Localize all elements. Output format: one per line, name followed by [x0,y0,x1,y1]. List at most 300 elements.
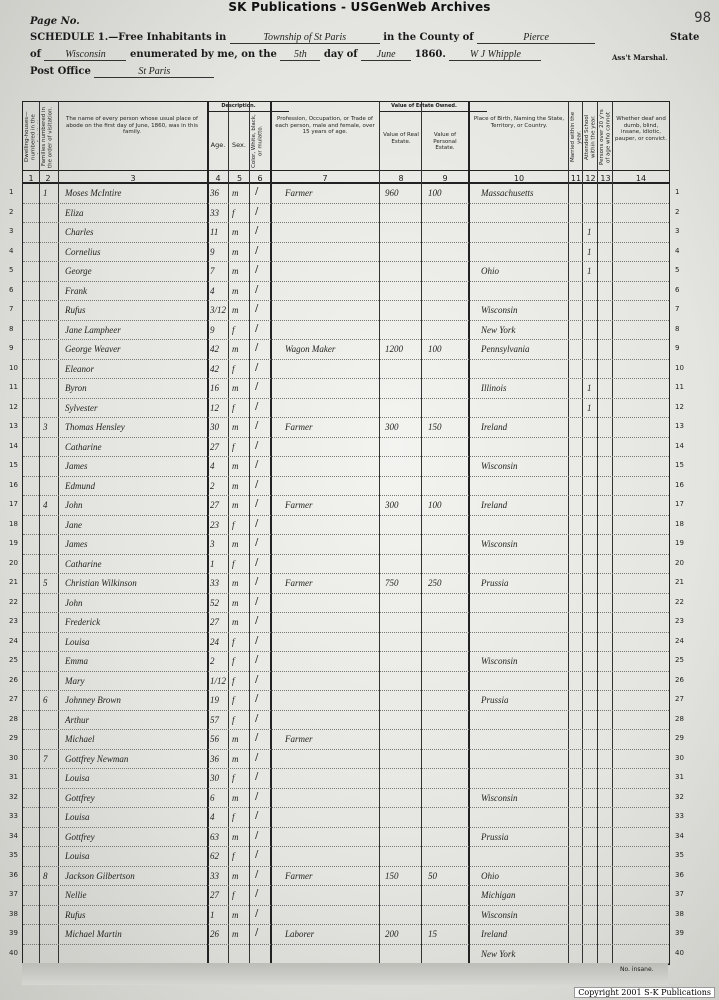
sex-cell: f [232,890,235,900]
column-rule [468,102,470,964]
col-age-header: Age. [210,142,226,149]
age-cell: 56 [210,734,219,744]
color-tick-mark: / [255,693,259,704]
sex-cell: f [232,773,235,783]
year-label: 1860. [414,49,446,60]
age-cell: 1/12 [210,675,227,686]
col-color-header: Color, White, black, or mulatto. [251,114,264,168]
color-tick-mark: / [255,888,259,899]
color-tick-mark: / [255,498,259,509]
row-rule [23,632,669,633]
group-estate-header: Value of Estate Owned. [391,103,457,109]
column-rule [58,102,59,964]
row-rule [23,612,669,613]
row-number-right: 34 [675,831,684,840]
row-number-right: 18 [675,519,684,528]
age-cell: 3 [210,539,215,549]
row-number-left: 11 [9,383,18,391]
birthplace-cell: Prussia [481,578,509,588]
occupation-cell: Farmer [285,734,313,744]
birthplace-cell: Wisconsin [481,539,518,549]
name-cell: Catharine [65,558,102,569]
col-number: 11 [570,174,582,183]
sex-cell: m [232,305,239,315]
row-number-right: 21 [675,578,684,586]
sex-cell: m [232,422,239,432]
row-number-right: 23 [675,617,684,625]
real-estate-cell: 1200 [385,344,403,354]
row-rule [23,476,669,477]
row-number-left: 17 [9,500,18,508]
row-number-left: 23 [9,617,18,625]
row-number-left: 4 [9,246,14,255]
family-number-cell: 6 [43,695,48,705]
sex-cell: f [232,675,235,686]
color-tick-mark: / [255,186,259,197]
color-tick-mark: / [255,342,259,353]
age-cell: 2 [210,480,215,491]
row-rule [23,378,669,379]
sex-cell: f [232,402,235,413]
age-cell: 36 [210,753,219,764]
personal-estate-cell: 150 [428,422,442,432]
sex-cell: f [232,714,235,725]
schedule-line [30,32,595,44]
row-number-left: 32 [9,792,18,801]
row-number-left: 39 [9,929,18,937]
name-cell: George Weaver [65,344,121,354]
real-estate-cell: 300 [385,422,399,432]
row-number-left: 28 [9,714,18,723]
color-tick-mark: / [255,283,259,295]
real-estate-cell: 300 [385,500,399,510]
row-number-right: 16 [675,480,684,489]
row-number-left: 29 [9,734,18,742]
sex-cell: f [232,656,235,666]
row-number-left: 6 [9,285,14,294]
color-tick-mark: / [255,459,259,470]
col-name-header: The name of every person whose usual place of abode on the first day of June, 1860, was in this family. [66,116,198,135]
row-rule [23,417,669,418]
post-office-line [30,66,214,78]
age-cell: 12 [210,402,219,413]
personal-estate-cell: 250 [428,578,442,588]
name-cell: Gottfrey [65,831,95,842]
age-cell: 4 [210,285,215,296]
col-number: 2 [45,174,51,183]
color-tick-mark: / [255,595,259,607]
occupation-cell: Farmer [285,578,313,588]
row-number-right: 19 [675,539,684,547]
row-number-left: 27 [9,695,18,703]
school-cell: 1 [587,266,592,276]
footer-note: No. insane. [620,966,654,973]
birthplace-cell: New York [481,324,516,335]
age-cell: 27 [210,617,219,627]
marshal-name-field: W J Whipple [449,49,541,61]
birthplace-cell: Ireland [481,929,508,939]
row-number-right: 36 [675,870,684,879]
sex-cell: f [232,695,235,705]
sex-cell: f [232,636,235,647]
name-cell: Byron [65,383,87,393]
color-tick-mark: / [255,790,259,802]
copyright-notice: Copyright 2001 S-K Publications [574,987,715,998]
color-tick-mark: / [255,244,259,256]
row-number-left: 35 [9,851,18,859]
age-cell: 42 [210,344,219,354]
row-number-right: 8 [675,324,680,333]
post-office-field: St Paris [94,66,214,78]
birthplace-cell: Wisconsin [481,305,518,315]
page-corner-number: 98 [694,10,711,26]
column-rule [568,102,569,964]
row-number-left: 1 [9,188,14,196]
row-number-right: 9 [675,344,680,352]
age-cell: 57 [210,714,219,725]
county-field: Pierce [477,32,595,44]
row-number-right: 39 [675,929,684,937]
birthplace-cell: Ireland [481,500,508,510]
birthplace-cell: New York [481,948,516,959]
state-label: State [670,32,700,43]
sex-cell: f [232,558,235,569]
sex-cell: f [232,324,235,335]
row-rule [23,359,669,360]
personal-estate-cell: 100 [428,500,442,510]
column-rule [582,102,583,964]
row-rule [23,846,669,847]
sex-cell: m [232,734,239,744]
birthplace-cell: Illinois [481,383,507,393]
sex-cell: m [232,246,239,257]
row-rule [23,495,669,496]
row-number-left: 33 [9,812,18,820]
sex-cell: m [232,578,239,588]
color-tick-mark: / [255,927,259,938]
sex-cell: f [232,441,235,452]
age-cell: 4 [210,461,215,471]
birthplace-cell: Wisconsin [481,909,518,920]
column-rule [612,102,613,964]
family-number-cell: 3 [43,422,48,432]
county-label: in the County of [383,32,474,43]
row-rule [23,651,669,652]
birthplace-cell: Wisconsin [481,461,518,471]
color-tick-mark: / [255,381,259,392]
name-cell: Sylvester [65,402,98,413]
name-cell: Arthur [65,714,90,725]
footer-totals-area [22,963,668,985]
row-number-left: 20 [9,558,18,567]
color-tick-mark: / [255,907,259,919]
family-number-cell: 1 [43,188,48,198]
row-number-left: 25 [9,656,18,664]
col-number: 3 [130,174,136,183]
name-cell: Louisa [65,851,90,861]
sex-cell: f [232,812,235,822]
age-cell: 3/12 [210,305,227,315]
row-number-right: 37 [675,890,684,898]
row-number-left: 34 [9,831,18,840]
name-cell: Jane Lampheer [65,324,121,335]
row-number-right: 11 [675,383,684,391]
age-cell: 30 [210,773,219,783]
occupation-cell: Laborer [285,929,315,939]
row-number-left: 7 [9,305,14,313]
name-cell: Louisa [65,636,90,647]
row-number-right: 30 [675,753,684,762]
color-tick-mark: / [255,810,259,821]
row-number-left: 10 [9,363,18,372]
personal-estate-cell: 100 [428,344,442,354]
birthplace-cell: Prussia [481,695,509,705]
row-number-left: 22 [9,597,18,606]
color-tick-mark: / [255,732,259,743]
age-cell: 27 [210,890,219,900]
occupation-cell: Farmer [285,422,313,432]
age-cell: 4 [210,812,215,822]
age-cell: 33 [210,207,219,218]
row-number-left: 18 [9,519,18,528]
personal-estate-cell: 15 [428,929,437,939]
row-number-left: 38 [9,909,18,918]
school-cell: 1 [587,246,592,257]
row-number-left: 16 [9,480,18,489]
row-rule [23,242,669,243]
family-number-cell: 8 [43,870,48,881]
col-number: 6 [257,174,263,183]
color-tick-mark: / [255,205,259,217]
name-cell: Gottfrey Newman [65,753,129,764]
color-tick-mark: / [255,225,259,236]
col-number: 13 [600,174,611,183]
column-rule [597,102,598,964]
color-tick-mark: / [255,303,259,314]
group-description-header: Description. [221,103,256,109]
color-tick-mark: / [255,439,259,451]
age-cell: 9 [210,324,215,335]
col-literacy-header: Persons over 20 y'rs of age who cannot [599,109,611,165]
real-estate-cell: 150 [385,870,399,881]
age-cell: 24 [210,636,219,647]
name-cell: John [65,597,83,608]
name-cell: Emma [65,656,88,666]
school-cell: 1 [587,383,592,393]
row-number-right: 25 [675,656,684,664]
row-rule [23,320,669,321]
row-number-right: 33 [675,812,684,820]
age-cell: 33 [210,578,219,588]
sex-cell: m [232,383,239,393]
sex-cell: m [232,617,239,627]
col-personal-estate-header: Value of Personal Estate. [433,132,457,151]
sex-cell: m [232,480,239,491]
family-number-cell: 7 [43,753,48,764]
row-number-right: 35 [675,851,684,859]
color-tick-mark: / [255,537,259,548]
column-rule [249,102,250,964]
sex-cell: m [232,597,239,608]
month-field: June [361,49,411,61]
row-number-left: 15 [9,461,18,469]
sex-cell: f [232,207,235,218]
color-tick-mark: / [255,420,259,431]
sex-cell: m [232,539,239,549]
row-rule [23,690,669,691]
row-rule [23,515,669,516]
row-rule [23,222,669,223]
name-cell: Cornelius [65,246,101,257]
row-rule [23,456,669,457]
row-rule [23,339,669,340]
color-tick-mark: / [255,654,259,665]
sex-cell: f [232,519,235,530]
sex-cell: m [232,909,239,920]
name-cell: Thomas Hensley [65,422,125,432]
occupation-cell: Wagon Maker [285,344,336,354]
col-dwelling-header: Dwelling-houses—numbered in the [24,111,37,163]
sex-cell: m [232,285,239,296]
row-number-right: 3 [675,227,680,235]
column-rule [379,102,380,964]
archive-banner: SK Publications - USGenWeb Archives [228,0,491,14]
col-number: 8 [398,174,404,183]
name-cell: Mary [65,675,85,686]
col-number: 12 [585,174,596,183]
name-cell: Frank [65,285,87,296]
sex-cell: m [232,188,239,198]
name-cell: Catharine [65,441,102,452]
row-number-right: 13 [675,422,684,430]
age-cell: 52 [210,597,219,608]
color-tick-mark: / [255,868,259,880]
row-rule [23,534,669,535]
birthplace-cell: Ireland [481,422,508,432]
row-number-right: 1 [675,188,680,196]
state-field: Wisconsin [44,49,126,61]
township-field: Township of St Paris [230,32,380,44]
row-number-left: 36 [9,870,18,879]
row-rule [23,437,669,438]
row-rule [23,203,669,204]
day-field: 5th [280,49,320,61]
age-cell: 9 [210,246,215,257]
color-tick-mark: / [255,849,259,860]
name-cell: Louisa [65,773,90,783]
col-real-estate-header: Value of Real Estate. [383,132,419,145]
column-rule [270,102,272,964]
row-rule [23,710,669,711]
name-cell: Michael Martin [65,929,122,939]
row-number-left: 31 [9,773,18,781]
name-cell: George [65,266,92,276]
school-cell: 1 [587,227,592,237]
row-number-left: 12 [9,402,18,411]
occupation-cell: Farmer [285,500,313,510]
row-rule [23,261,669,262]
name-cell: Christian Wilkinson [65,578,137,588]
row-rule [23,554,669,555]
row-number-left: 9 [9,344,14,352]
occupation-cell: Farmer [285,188,313,198]
sex-cell: m [232,929,239,939]
row-rule [23,573,669,574]
row-number-right: 7 [675,305,680,313]
birthplace-cell: Wisconsin [481,656,518,666]
age-cell: 30 [210,422,219,432]
name-cell: Eliza [65,207,84,218]
row-number-right: 17 [675,500,684,508]
sex-cell: m [232,344,239,354]
color-tick-mark: / [255,322,259,334]
age-cell: 42 [210,363,219,374]
row-rule [23,398,669,399]
real-estate-cell: 200 [385,929,399,939]
col-family-header: Families numbered in the order of visitation. [41,106,54,168]
row-number-right: 6 [675,285,680,294]
age-cell: 62 [210,851,219,861]
color-tick-mark: / [255,673,259,685]
row-number-right: 20 [675,558,684,567]
name-cell: Jane [65,519,82,530]
of-label: of [30,49,41,60]
personal-estate-cell: 50 [428,870,437,881]
row-number-right: 2 [675,207,680,216]
column-rule [228,102,229,964]
column-rule [421,102,422,964]
birthplace-cell: Ohio [481,266,499,276]
age-cell: 23 [210,519,219,530]
sex-cell: m [232,266,239,276]
row-rule [23,593,669,594]
marshal-label: Ass't Marshal. [612,53,668,62]
col-number: 4 [215,174,221,183]
row-rule [23,729,669,730]
row-rule [23,905,669,906]
row-rule [23,944,669,945]
col-number: 10 [513,174,525,183]
name-cell: Louisa [65,812,90,822]
row-number-right: 12 [675,402,684,411]
row-number-right: 15 [675,461,684,469]
name-cell: Rufus [65,909,86,920]
personal-estate-cell: 100 [428,188,442,198]
row-number-left: 8 [9,324,14,333]
row-number-right: 32 [675,792,684,801]
color-tick-mark: / [255,771,259,782]
color-tick-mark: / [255,517,259,529]
row-rule [23,300,669,301]
name-cell: Rufus [65,305,86,315]
row-rule [23,281,669,282]
col-number: 5 [236,174,243,183]
name-cell: John [65,500,83,510]
age-cell: 26 [210,929,219,939]
name-cell: Moses McIntire [65,188,122,198]
age-cell: 27 [210,500,219,510]
sex-cell: m [232,461,239,471]
row-number-left: 5 [9,266,14,274]
row-number-right: 24 [675,636,684,645]
age-cell: 2 [210,656,215,666]
color-tick-mark: / [255,751,259,763]
row-rule [23,671,669,672]
col-infirmity-header: Whether deaf and dumb, blind, insane, idiotic, pauper, or convict. [615,116,667,142]
sex-cell: m [232,227,239,237]
color-tick-mark: / [255,634,259,646]
row-rule [23,885,669,886]
